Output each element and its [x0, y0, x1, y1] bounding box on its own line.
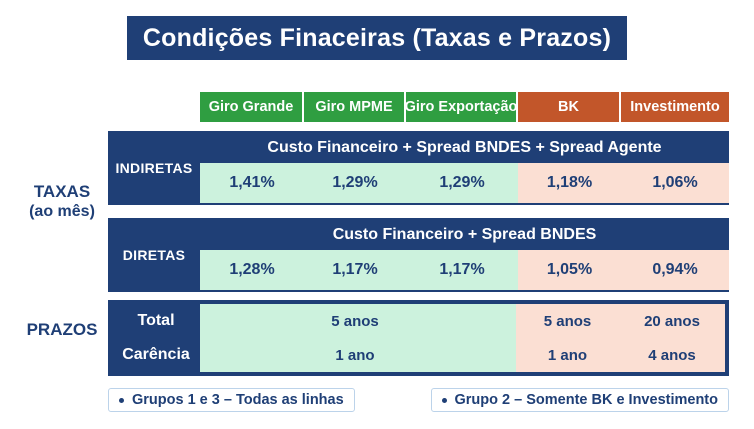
- footnotes: [108, 386, 729, 414]
- prazos-label-carencia: Carência: [122, 346, 190, 363]
- row-indiretas: [108, 131, 729, 205]
- title-area: [0, 14, 754, 62]
- row-tag-diretas: DIRETAS: [122, 247, 186, 263]
- prazos-table: [112, 304, 725, 372]
- footnote-grupos-1-3-text: Grupos 1 e 3 – Todas as linhas: [132, 392, 344, 408]
- row-tag-indiretas: INDIRETAS: [115, 160, 193, 176]
- prazo-carencia-bk: 1 ano: [547, 346, 588, 364]
- column-header-giro-grande: Giro Grande: [200, 92, 304, 122]
- values-diretas: [200, 250, 729, 290]
- bottom-spacer: [0, 415, 754, 429]
- rate-indiretas-giro-exportacao: 1,29%: [406, 163, 518, 203]
- prazos-col-giro-grande: [200, 304, 304, 372]
- section-label-taxas-sub: (ao mês): [29, 203, 95, 220]
- prazos-grid: [200, 304, 725, 372]
- column-header-giro-mpme: Giro MPME: [304, 92, 406, 122]
- prazo-total-giro-grande: [200, 304, 304, 338]
- column-header-bk: BK: [518, 92, 621, 122]
- prazos-col-giro-exportacao: [406, 304, 516, 372]
- prazo-total-investimento: 20 anos: [644, 312, 700, 330]
- prazo-total-bk: 5 anos: [543, 312, 592, 330]
- footnote-grupo-2: [431, 388, 729, 412]
- footnote-grupo-2-text: Grupo 2 – Somente BK e Investimento: [454, 392, 718, 408]
- prazo-total-giro-exportacao: [406, 304, 516, 338]
- prazo-carencia-giro-mpme: 1 ano: [335, 346, 375, 364]
- prazos-col-investimento: [619, 304, 725, 372]
- prazos-row-labels: [112, 304, 200, 372]
- prazo-carencia-giro-exportacao: [406, 338, 516, 372]
- rate-indiretas-bk: 1,18%: [518, 163, 621, 203]
- column-header-investimento: Investimento: [621, 92, 729, 122]
- rate-diretas-bk: 1,05%: [518, 250, 621, 290]
- title-divider: [0, 62, 754, 66]
- rate-diretas-giro-exportacao: 1,17%: [406, 250, 518, 290]
- rate-diretas-giro-grande: 1,28%: [200, 250, 304, 290]
- rate-indiretas-investimento: 1,06%: [621, 163, 729, 203]
- formula-indiretas: Custo Financeiro + Spread BNDES + Spread Agente: [267, 139, 662, 156]
- page-title-bar: [125, 14, 629, 62]
- footnote-grupos-1-3: [108, 388, 355, 412]
- prazo-carencia-giro-grande: [200, 338, 304, 372]
- formula-diretas: Custo Financeiro + Spread BNDES: [332, 226, 597, 243]
- bullet-icon: [119, 398, 124, 403]
- values-indiretas: [200, 163, 729, 203]
- section-label-prazos: [8, 320, 116, 340]
- rate-indiretas-giro-grande: 1,41%: [200, 163, 304, 203]
- prazo-total-giro-mpme: 5 anos: [331, 312, 379, 330]
- section-label-taxas-main: TAXAS: [33, 182, 91, 201]
- prazos-col-bk: [516, 304, 619, 372]
- page-title: Condições Finaceiras (Taxas e Prazos): [142, 23, 612, 52]
- prazos-label-total: Total: [137, 312, 175, 329]
- prazos-col-giro-mpme: [304, 304, 406, 372]
- prazo-carencia-investimento: 4 anos: [648, 346, 696, 364]
- column-header-row: [200, 92, 729, 122]
- section-label-taxas: [8, 182, 116, 222]
- rate-indiretas-giro-mpme: 1,29%: [304, 163, 406, 203]
- rate-diretas-giro-mpme: 1,17%: [304, 250, 406, 290]
- row-diretas: [108, 218, 729, 292]
- rate-diretas-investimento: 0,94%: [621, 250, 729, 290]
- row-prazos: [108, 300, 729, 376]
- column-header-giro-exportacao: Giro Exportação: [406, 92, 518, 122]
- bullet-icon: [442, 398, 447, 403]
- section-label-prazos-main: PRAZOS: [26, 320, 98, 339]
